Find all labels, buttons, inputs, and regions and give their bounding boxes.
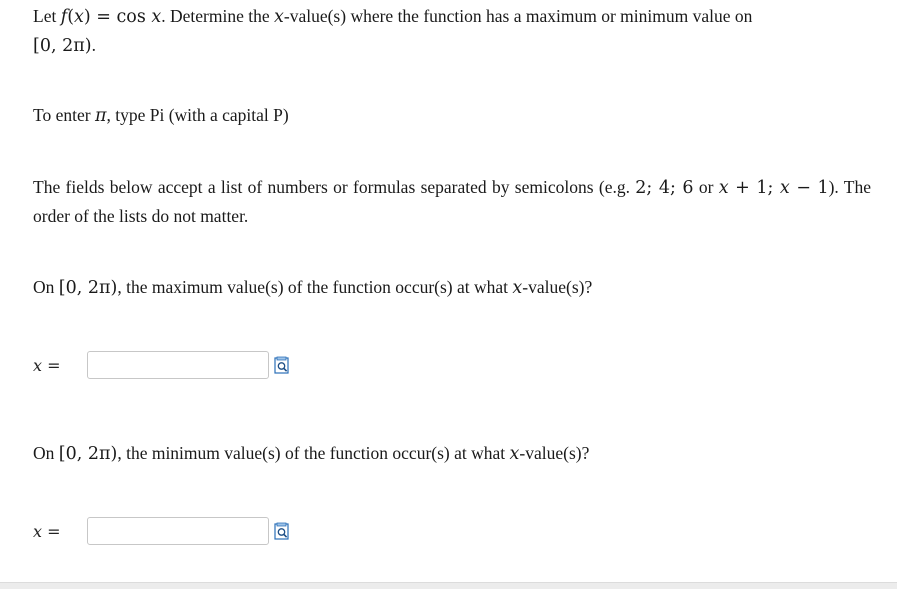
example-formula: + 1; xyxy=(728,178,780,198)
instruction-text: The fields below accept a list of numbers or formulas separated by semicolons (e.g. xyxy=(33,177,636,197)
question-text: , the maximum value(s) of the function occur(s) at what xyxy=(117,277,513,297)
paren: ( xyxy=(67,7,75,27)
instruction-text: or xyxy=(693,177,719,197)
var-x: x xyxy=(779,178,790,198)
question-text: -value(s)? xyxy=(522,277,593,297)
pi-instructions xyxy=(33,101,289,130)
bottom-bar xyxy=(0,582,897,589)
function-definition: = cos xyxy=(90,7,152,27)
var-x: x xyxy=(151,7,162,27)
question-text: On xyxy=(33,443,59,463)
instruction-text: ). The order of the lists do not matter. xyxy=(33,177,871,226)
interval: [0, 2π) xyxy=(33,36,92,56)
statement-text: Let xyxy=(33,6,61,26)
instruction-text: To enter xyxy=(33,105,95,125)
preview-icon[interactable] xyxy=(274,522,290,540)
example-list: 2; 4; 6 xyxy=(635,178,694,198)
min-answer-input[interactable] xyxy=(87,517,269,545)
answer-row-min xyxy=(33,516,290,546)
var-x: x xyxy=(512,278,523,298)
var-x: x xyxy=(718,178,729,198)
paren: ) xyxy=(83,7,91,27)
example-formula: − 1 xyxy=(789,178,829,198)
interval: [0, 2π) xyxy=(58,278,118,298)
part-min-question xyxy=(33,439,589,468)
list-instructions xyxy=(33,173,871,230)
function-name: f xyxy=(60,7,68,27)
statement-text: . xyxy=(91,35,96,55)
var-x: x xyxy=(274,7,284,27)
interval: [0, 2π) xyxy=(58,444,118,464)
preview-icon[interactable] xyxy=(274,356,290,374)
question-statement xyxy=(33,2,883,60)
part-max-question xyxy=(33,273,592,302)
answer-row-max xyxy=(33,350,290,380)
answer-label: x = xyxy=(33,521,61,541)
question-text: On xyxy=(33,277,59,297)
statement-text: -value(s) where the function has a maximum or minimum value on xyxy=(283,6,753,26)
question-text: , the minimum value(s) of the function occur(s) at what xyxy=(117,443,510,463)
instruction-text: , type Pi (with a capital P) xyxy=(106,105,289,125)
question-text: -value(s)? xyxy=(519,443,590,463)
var-x: x xyxy=(509,444,520,464)
var-x: x xyxy=(74,7,84,27)
statement-text: . Determine the xyxy=(161,6,274,26)
pi-symbol: π xyxy=(94,106,107,126)
answer-label: x = xyxy=(33,355,61,375)
max-answer-input[interactable] xyxy=(87,351,269,379)
